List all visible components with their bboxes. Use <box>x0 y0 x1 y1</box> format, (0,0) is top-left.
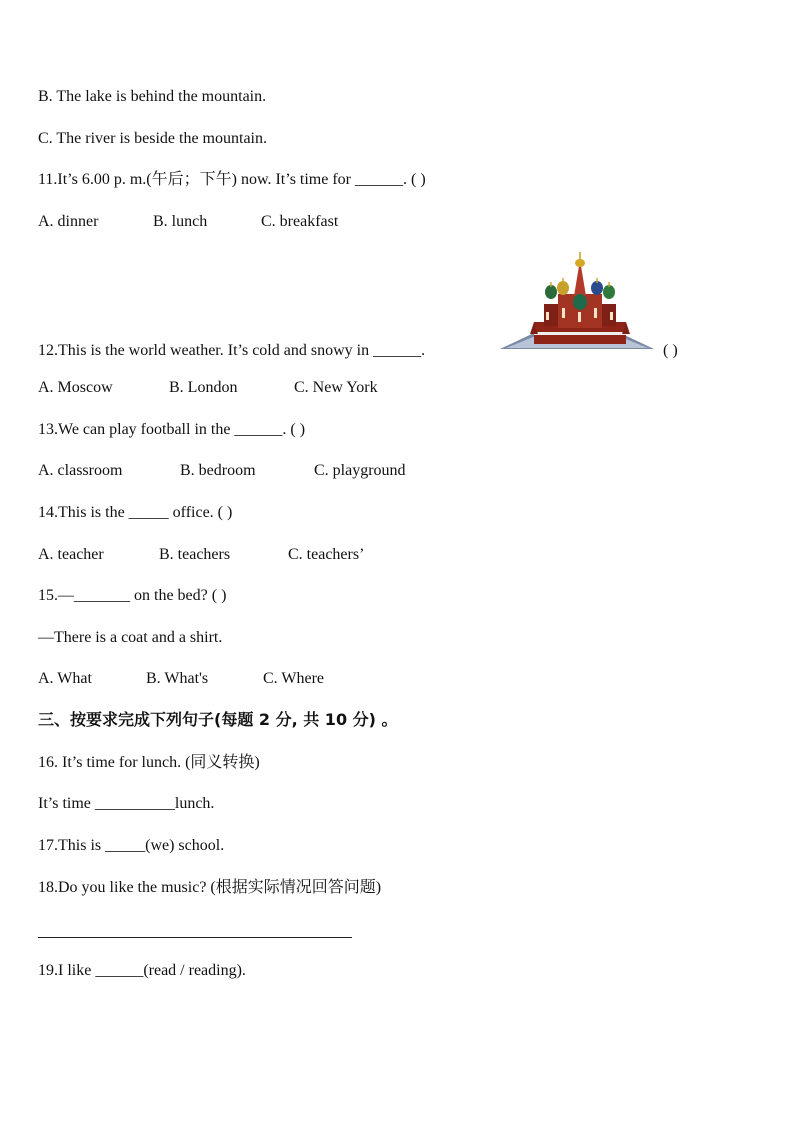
q12-option-c: C. New York <box>294 379 378 396</box>
q11-options <box>38 212 338 232</box>
q13-option-a: A. classroom <box>38 462 123 479</box>
q15-options <box>38 669 324 689</box>
moscow-cathedral-illustration <box>500 248 654 352</box>
q10-option-b: B. The lake is behind the mountain. <box>38 88 267 105</box>
q11-option-c: C. breakfast <box>261 213 339 230</box>
q18-question: 18.Do you like the music? (根据实际情况回答问题) <box>38 879 382 896</box>
q17-question: 17.This is _____(we) school. <box>38 837 225 854</box>
q14-option-b: B. teachers <box>159 546 231 563</box>
q15-option-c: C. Where <box>263 670 325 687</box>
q15-option-b: B. What's <box>146 670 209 687</box>
q16-question: 16. It’s time for lunch. (同义转换) <box>38 754 260 771</box>
q12-row <box>38 342 738 362</box>
q12-answer-brackets: ( ) <box>663 342 678 359</box>
q15-option-a: A. What <box>38 670 92 687</box>
q16-answer: It’s time __________lunch. <box>38 795 215 812</box>
q12-question: 12.This is the world weather. It’s cold and snowy in ______. <box>38 342 426 359</box>
q15-question: 15.—_______ on the bed? ( ) <box>38 587 227 604</box>
q19-question: 19.I like ______(read / reading). <box>38 962 246 979</box>
q13-question: 13.We can play football in the ______. ( ) <box>38 421 306 438</box>
q18-answer-line[interactable] <box>38 937 352 938</box>
q13-options <box>38 461 406 481</box>
q12-option-b: B. London <box>169 379 238 396</box>
q14-option-a: A. teacher <box>38 546 104 563</box>
q14-option-c: C. teachers’ <box>288 546 365 563</box>
q11-question: 11.It’s 6.00 p. m.(午后；下午) now. It’s time for ______. ( ) <box>38 171 426 188</box>
section-3-heading: 三、按要求完成下列句子(每题 2 分, 共 10 分) 。 <box>38 710 398 729</box>
q13-option-c: C. playground <box>314 462 406 479</box>
q13-option-b: B. bedroom <box>180 462 256 479</box>
q12-option-a: A. Moscow <box>38 379 113 396</box>
q11-option-a: A. dinner <box>38 213 99 230</box>
q15-reply: —There is a coat and a shirt. <box>38 629 223 646</box>
q12-options <box>38 378 378 398</box>
q14-options <box>38 545 364 565</box>
q10-option-c: C. The river is beside the mountain. <box>38 130 267 147</box>
q14-question: 14.This is the _____ office. ( ) <box>38 504 233 521</box>
q11-option-b: B. lunch <box>153 213 208 230</box>
